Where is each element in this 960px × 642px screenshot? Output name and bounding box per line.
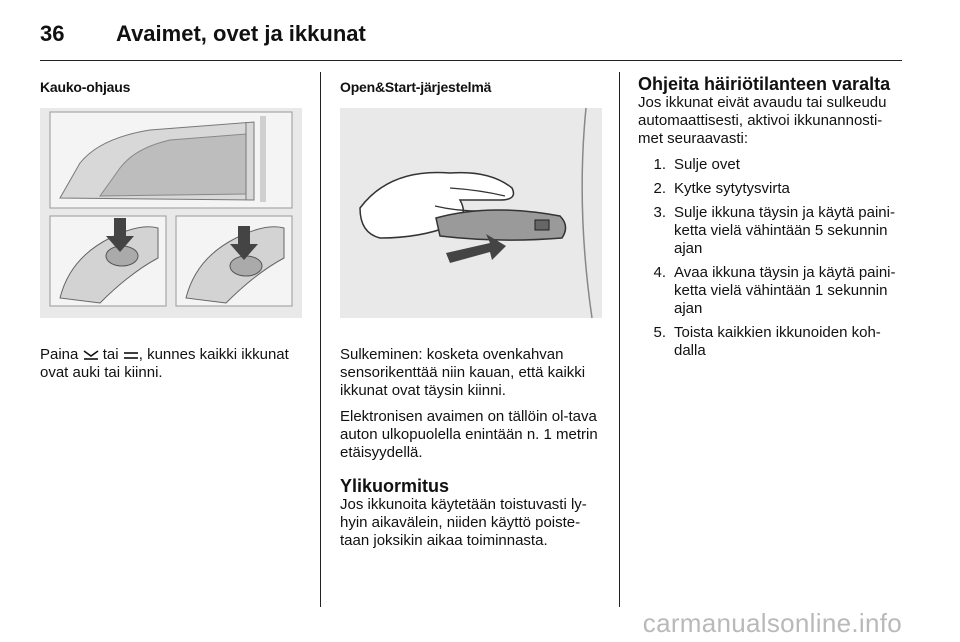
list-item: [638, 156, 904, 174]
step-text: Avaa ikkuna täysin ja käytä paini-ketta vielä vähintään 1 sekunnin ajan: [674, 264, 896, 317]
step-number: 3.: [653, 204, 666, 221]
troubleshooting-intro: Jos ikkunat eivät avaudu tai sulkeudu automaattisesti, aktivoi ikkunannosti-met seuraavasti:: [638, 94, 887, 147]
column-3: [638, 74, 904, 366]
troubleshooting-heading: Ohjeita häiriötilanteen varalta: [638, 74, 891, 94]
section-subhead: Open&Start-järjestelmä: [340, 79, 492, 95]
page-title: Avaimet, ovet ja ikkunat: [116, 21, 366, 46]
window-close-button-icon: [123, 349, 139, 361]
section-subhead: Kauko-ohjaus: [40, 79, 131, 95]
step-number: 1.: [653, 156, 666, 173]
column-1: [40, 78, 300, 390]
step-text: Toista kaikkien ikkunoiden koh-dalla: [674, 324, 881, 359]
closing-instruction: Sulkeminen: kosketa ovenkahvan sensorikenttää niin kauan, että kaikki ikkunat ovat täysin kiinni.: [340, 346, 586, 399]
watermark: carmanualsonline.info: [642, 608, 902, 638]
window-open-button-icon: [83, 349, 99, 361]
key-distance-note: Elektronisen avaimen on tällöin ol-tava auton ulkopuolella enintään n. 1 metrin etäisyydellä.: [340, 408, 598, 461]
step-text: Sulje ovet: [674, 156, 740, 173]
list-item: [638, 324, 904, 360]
page-header: [40, 14, 366, 54]
column-2: [340, 78, 602, 558]
overload-text: Jos ikkunoita käytetään toistuvasti ly-hyin aikavälein, niiden käyttö poiste-taan joksikin aikaa toiminnasta.: [340, 496, 587, 549]
list-item: [638, 180, 904, 198]
column-divider: [320, 72, 321, 607]
remote-key-illustration: [40, 108, 302, 318]
list-item: [638, 264, 904, 318]
step-number: 2.: [653, 180, 666, 197]
step-number: 5.: [653, 324, 666, 341]
step-text: Sulje ikkuna täysin ja käytä paini-ketta vielä vähintään 5 sekunnin ajan: [674, 204, 895, 257]
step-text: Kytke sytytysvirta: [674, 180, 790, 197]
header-rule: [40, 60, 902, 61]
overload-heading: Ylikuormitus: [340, 476, 450, 496]
step-number: 4.: [653, 264, 666, 281]
instruction-text: Paina tai , kunnes kaikki ikkunat ovat auki tai kiinni.: [40, 346, 289, 381]
list-item: [638, 204, 904, 258]
door-handle-illustration: [340, 108, 602, 318]
steps-list: [638, 156, 904, 360]
page-number: 36: [40, 21, 65, 46]
column-divider: [619, 72, 620, 607]
